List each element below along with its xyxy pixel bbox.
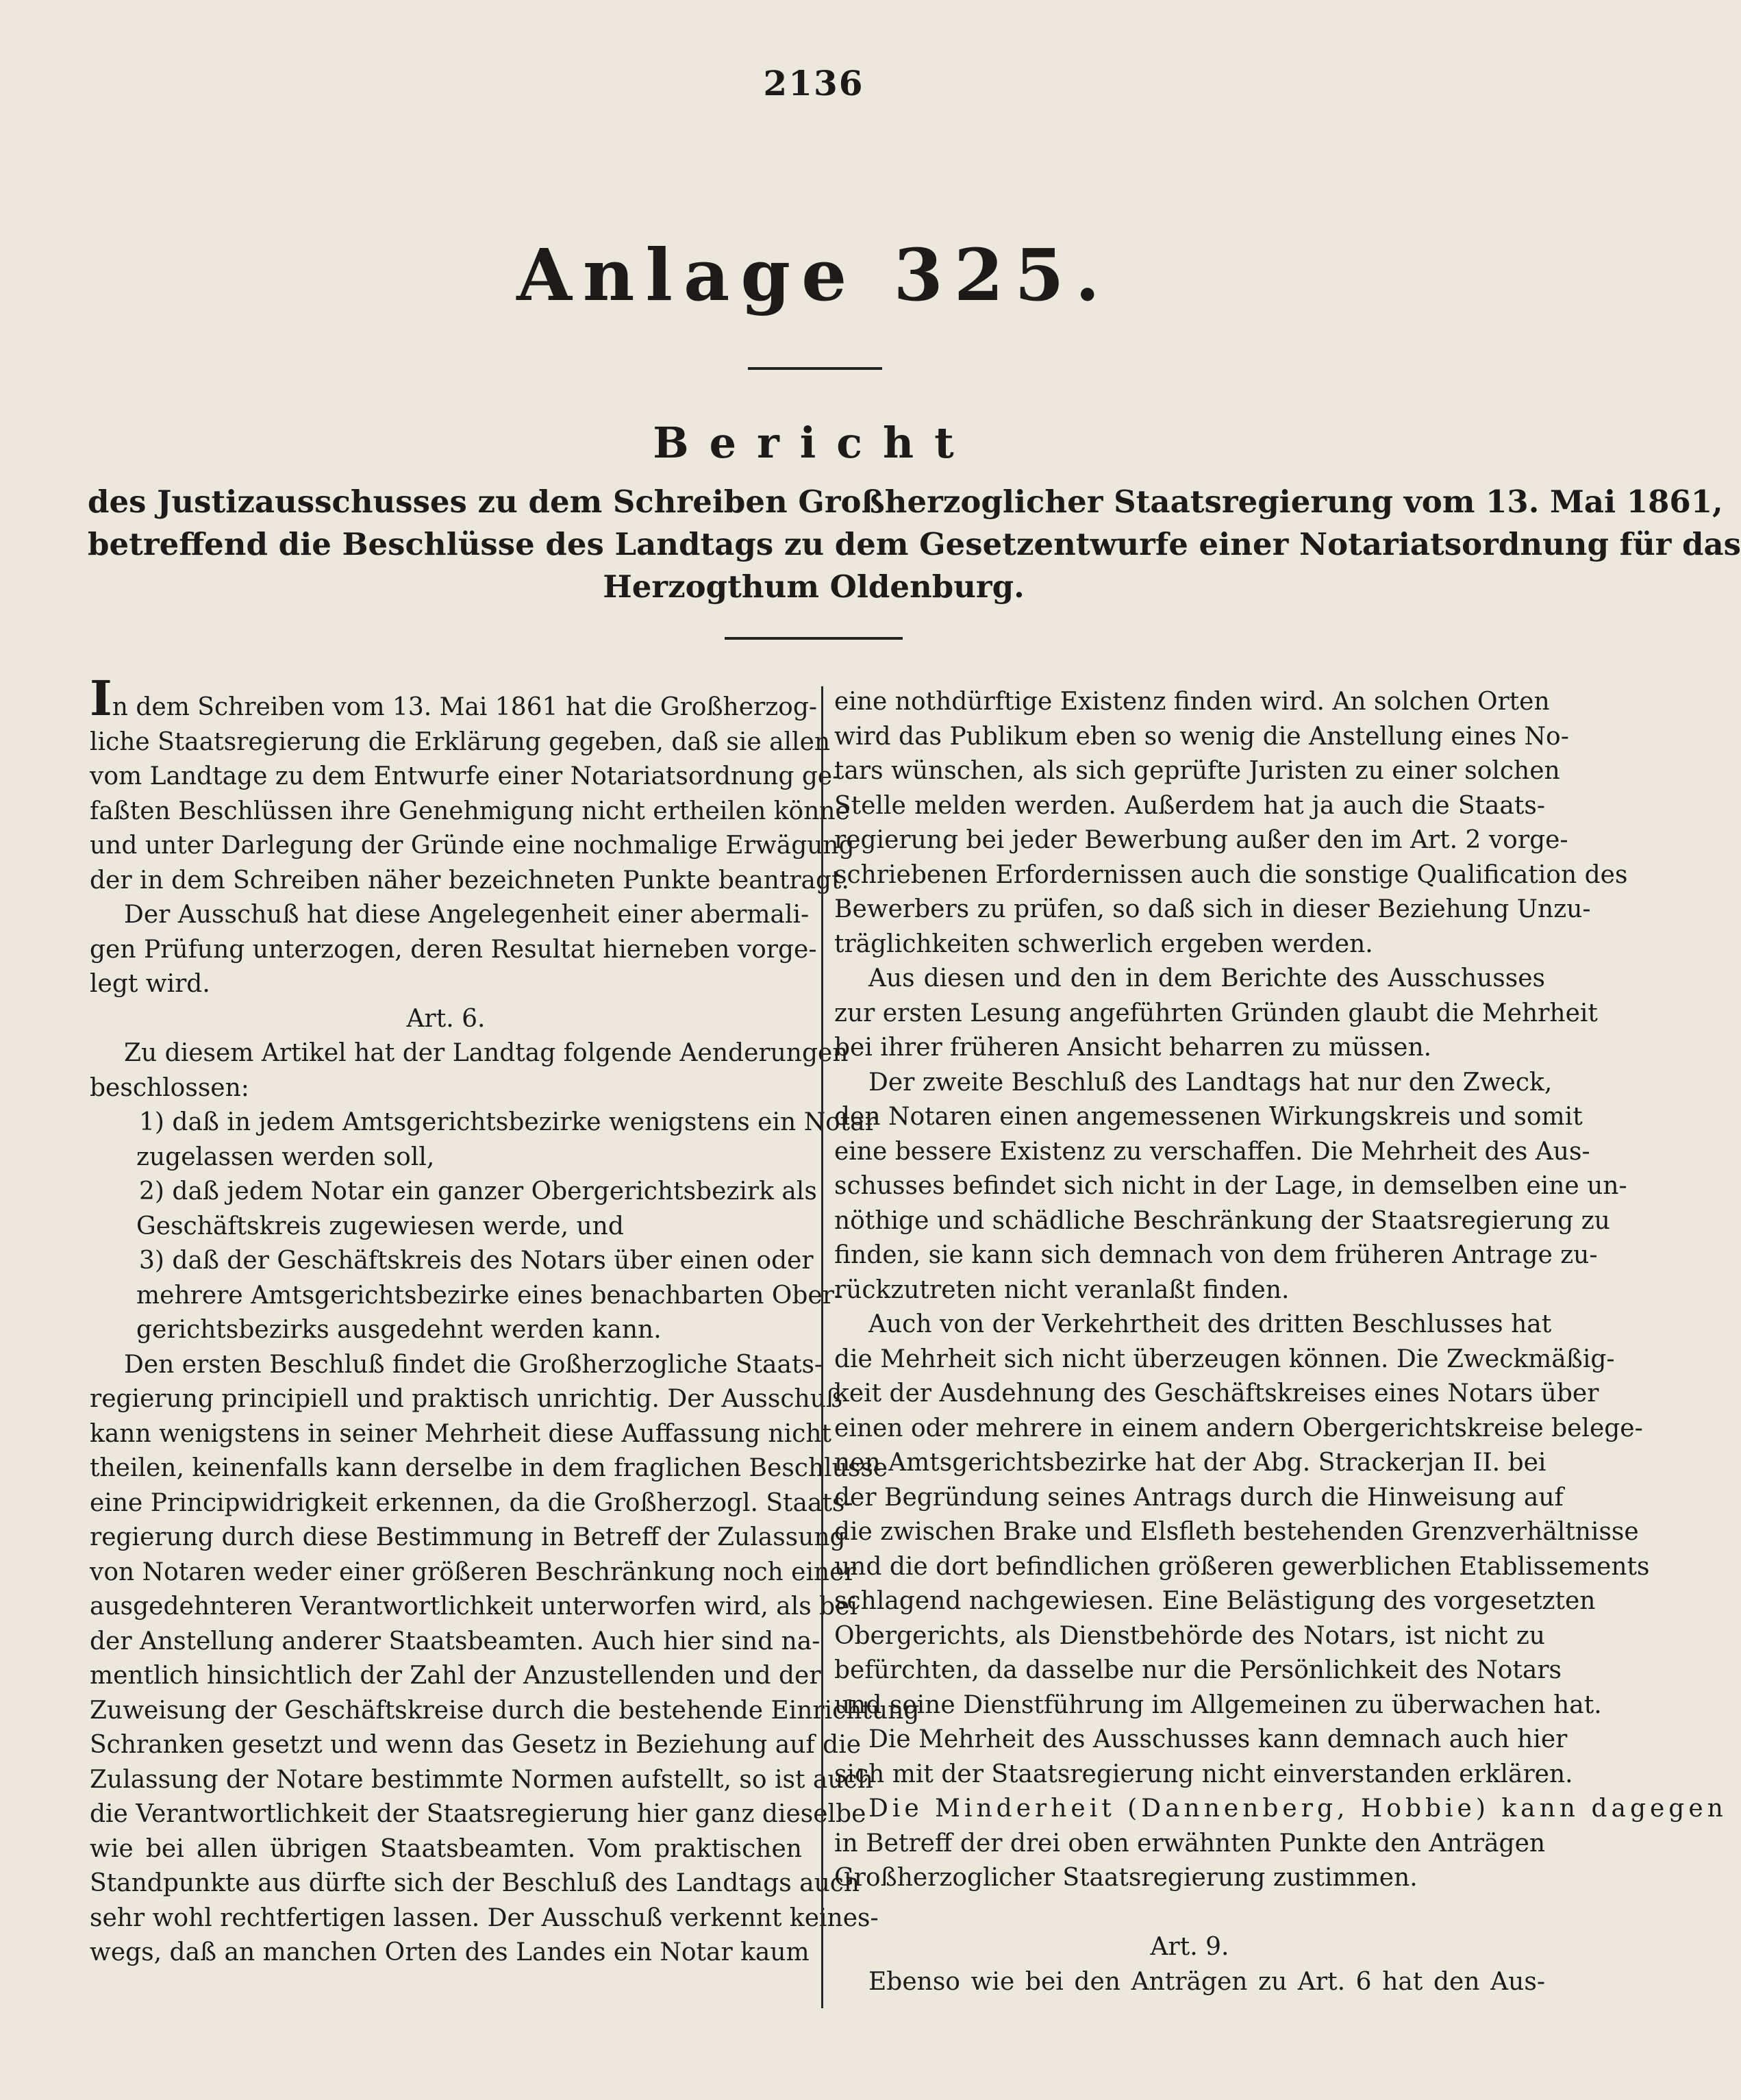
page-number: 2136 <box>763 63 864 103</box>
text-line: Zulassung der Notare bestimmte Normen aufstellt, so ist auch <box>90 1765 873 1794</box>
text-line: legt wird. <box>90 970 210 998</box>
text-line: eine nothdürftige Existenz finden wird. An solchen Orten <box>834 688 1550 716</box>
text-line: finden, sie kann sich demnach von dem früheren Antrage zu- <box>834 1241 1598 1269</box>
text-line: nen Amtsgerichtsbezirke hat der Abg. Strackerjan II. bei <box>834 1449 1546 1477</box>
text-line: Schranken gesetzt und wenn das Gesetz in Beziehung auf die <box>90 1731 862 1759</box>
left-column <box>90 670 920 1971</box>
text-line: Art. 6. <box>406 1004 486 1033</box>
column-divider <box>821 686 823 2008</box>
text-line <box>834 1896 1545 1931</box>
text-line: Obergerichts, als Dienstbehörde des Notars, ist nicht zu <box>834 1621 1545 1650</box>
text-line: liche Staatsregierung die Erklärung gegeben, daß sie allen <box>90 727 831 756</box>
text-line: wegs, daß an manchen Orten des Landes ein Notar kaum <box>90 1938 810 1966</box>
text-line: und die dort befindlichen größeren gewerblichen Etablissements <box>834 1552 1650 1581</box>
text-line: Großherzoglicher Staatsregierung zustimmen. <box>834 1864 1418 1892</box>
text-line: theilen, keinenfalls kann derselbe in dem fraglichen Beschlusse <box>90 1454 888 1482</box>
text-line: zugelassen werden soll, <box>136 1142 435 1171</box>
text-line: der Anstellung anderer Staatsbeamten. Auch hier sind na- <box>90 1627 821 1655</box>
text-line: und unter Darlegung der Gründe eine nochmalige Erwägung <box>90 832 855 860</box>
subtitle-line: betreffend die Beschlüsse des Landtags zu dem Gesetzentwurfe einer Notariatsordnung für das <box>88 526 1741 562</box>
subtitle-line: Herzogthum Oldenburg. <box>603 568 1025 605</box>
text-line: Zu diesem Artikel hat der Landtag folgende Aenderungen <box>124 1039 849 1067</box>
title-rule <box>748 367 882 370</box>
text-line: die Verantwortlichkeit der Staatsregierung hier ganz dieselbe <box>90 1800 866 1828</box>
right-column <box>834 685 1727 1999</box>
text-line: rückzutreten nicht veranlaßt finden. <box>834 1275 1290 1304</box>
text-line: den Notaren einen angemessenen Wirkungskreis und somit <box>834 1103 1583 1131</box>
text-line: gerichtsbezirks ausgedehnt werden kann. <box>136 1316 662 1344</box>
text-line: Auch von der Verkehrtheit des dritten Beschlusses hat <box>868 1310 1552 1338</box>
text-line: wie bei allen übrigen Staatsbeamten. Vom praktischen <box>90 1834 802 1863</box>
text-line: Art. 9. <box>1150 1933 1229 1961</box>
report-heading: Bericht <box>653 418 975 468</box>
text-line: regierung durch diese Bestimmung in Betreff der Zulassung <box>90 1523 846 1551</box>
text-line: der Begründung seines Antrags durch die Hinweisung auf <box>834 1483 1564 1512</box>
text-line: befürchten, da dasselbe nur die Persönlichkeit des Notars <box>834 1656 1562 1684</box>
text-line: regierung principiell und praktisch unrichtig. Der Ausschuß <box>90 1385 842 1413</box>
text-line: von Notaren weder einer größeren Beschränkung noch einer <box>90 1558 856 1586</box>
text-line: Die Mehrheit des Ausschusses kann demnach auch hier <box>868 1725 1568 1753</box>
text-line: ausgedehnteren Verantwortlichkeit unterworfen wird, als bei <box>90 1592 858 1621</box>
text-line: eine bessere Existenz zu verschaffen. Die Mehrheit des Aus- <box>834 1137 1590 1166</box>
subtitle-rule <box>725 637 903 640</box>
text-line: schriebenen Erfordernissen auch die sonstige Qualification des <box>834 860 1628 889</box>
text-line: Stelle melden werden. Außerdem hat ja auch die Staats- <box>834 791 1545 820</box>
text-line: tars wünschen, als sich geprüfte Juristen zu einer solchen <box>834 757 1560 785</box>
text-line: 2) daß jedem Notar ein ganzer Obergerichtsbezirk als <box>139 1177 817 1205</box>
text-line: 1) daß in jedem Amtsgerichtsbezirke wenigstens ein Notar <box>139 1108 877 1136</box>
text-line: mehrere Amtsgerichtsbezirke eines benachbarten Ober- <box>136 1281 843 1310</box>
text-line: 3) daß der Geschäftskreis des Notars über einen oder <box>139 1247 814 1275</box>
text-line: eine Principwidrigkeit erkennen, da die Großherzogl. Staats- <box>90 1488 853 1517</box>
text-line: einen oder mehrere in einem andern Obergerichtskreise belege- <box>834 1414 1643 1442</box>
text-line: In dem Schreiben vom 13. Mai 1861 hat die Großherzog- <box>90 670 818 727</box>
text-line: Ebenso wie bei den Anträgen zu Art. 6 hat den Aus- <box>868 1967 1545 1996</box>
text-line: gen Prüfung unterzogen, deren Resultat hierneben vorge- <box>90 935 817 964</box>
text-line: bei ihrer früheren Ansicht beharren zu müssen. <box>834 1034 1432 1062</box>
text-line: Den ersten Beschluß findet die Großherzogliche Staats- <box>124 1350 823 1379</box>
text-line: faßten Beschlüssen ihre Genehmigung nicht ertheilen könne <box>90 797 850 825</box>
text-line: kann wenigstens in seiner Mehrheit diese Auffassung nicht <box>90 1419 831 1448</box>
text-line: Der zweite Beschluß des Landtags hat nur den Zweck, <box>868 1068 1553 1097</box>
text-line: Aus diesen und den in dem Berichte des Ausschusses <box>868 964 1545 992</box>
text-line: sehr wohl rechtfertigen lassen. Der Ausschuß verkennt keines- <box>90 1903 879 1932</box>
text-line: beschlossen: <box>90 1073 249 1102</box>
text-line: Die Minderheit (Dannenberg, Hobbie) kann dagegen <box>868 1795 1727 1823</box>
text-line: träglichkeiten schwerlich ergeben werden. <box>834 929 1373 958</box>
text-line: Zuweisung der Geschäftskreise durch die bestehende Einrichtung <box>90 1696 920 1725</box>
appendix-title: Anlage 325. <box>516 233 1111 317</box>
text-line: regierung bei jeder Bewerbung außer den im Art. 2 vorge- <box>834 826 1568 854</box>
text-line: der in dem Schreiben näher bezeichneten Punkte beantragt. <box>90 866 849 895</box>
text-line: sich mit der Staatsregierung nicht einverstanden erklären. <box>834 1760 1573 1788</box>
subtitle-line: des Justizausschusses zu dem Schreiben Großherzoglicher Staatsregierung vom 13. Mai 1861, <box>88 484 1723 520</box>
text-line: Geschäftskreis zugewiesen werde, und <box>136 1212 624 1240</box>
text-line: und seine Dienstführung im Allgemeinen zu überwachen hat. <box>834 1690 1602 1719</box>
text-line: nöthige und schädliche Beschränkung der Staatsregierung zu <box>834 1206 1610 1235</box>
text-line: schlagend nachgewiesen. Eine Belästigung des vorgesetzten <box>834 1587 1596 1615</box>
text-line: vom Landtage zu dem Entwurfe einer Notariatsordnung ge- <box>90 762 841 790</box>
text-line: mentlich hinsichtlich der Zahl der Anzustellenden und der <box>90 1662 821 1690</box>
text-line: die Mehrheit sich nicht überzeugen können. Die Zweckmäßig- <box>834 1345 1615 1373</box>
text-line: die zwischen Brake und Elsfleth bestehenden Grenzverhältnisse <box>834 1518 1639 1546</box>
report-subtitle <box>88 481 1741 608</box>
text-line: zur ersten Lesung angeführten Gründen glaubt die Mehrheit <box>834 999 1598 1027</box>
text-line: Der Ausschuß hat diese Angelegenheit einer abermali- <box>124 901 810 929</box>
text-line: schusses befindet sich nicht in der Lage, in demselben eine un- <box>834 1172 1627 1200</box>
drop-cap: I <box>90 670 112 727</box>
text-line: Bewerbers zu prüfen, so daß sich in dieser Beziehung Unzu- <box>834 895 1591 923</box>
text-line: wird das Publikum eben so wenig die Anstellung eines No- <box>834 722 1569 751</box>
text-line: Standpunkte aus dürfte sich der Beschluß des Landtags auch <box>90 1869 860 1897</box>
text-line: keit der Ausdehnung des Geschäftskreises eines Notars über <box>834 1379 1599 1408</box>
text-line: in Betreff der drei oben erwähnten Punkte den Anträgen <box>834 1829 1546 1858</box>
